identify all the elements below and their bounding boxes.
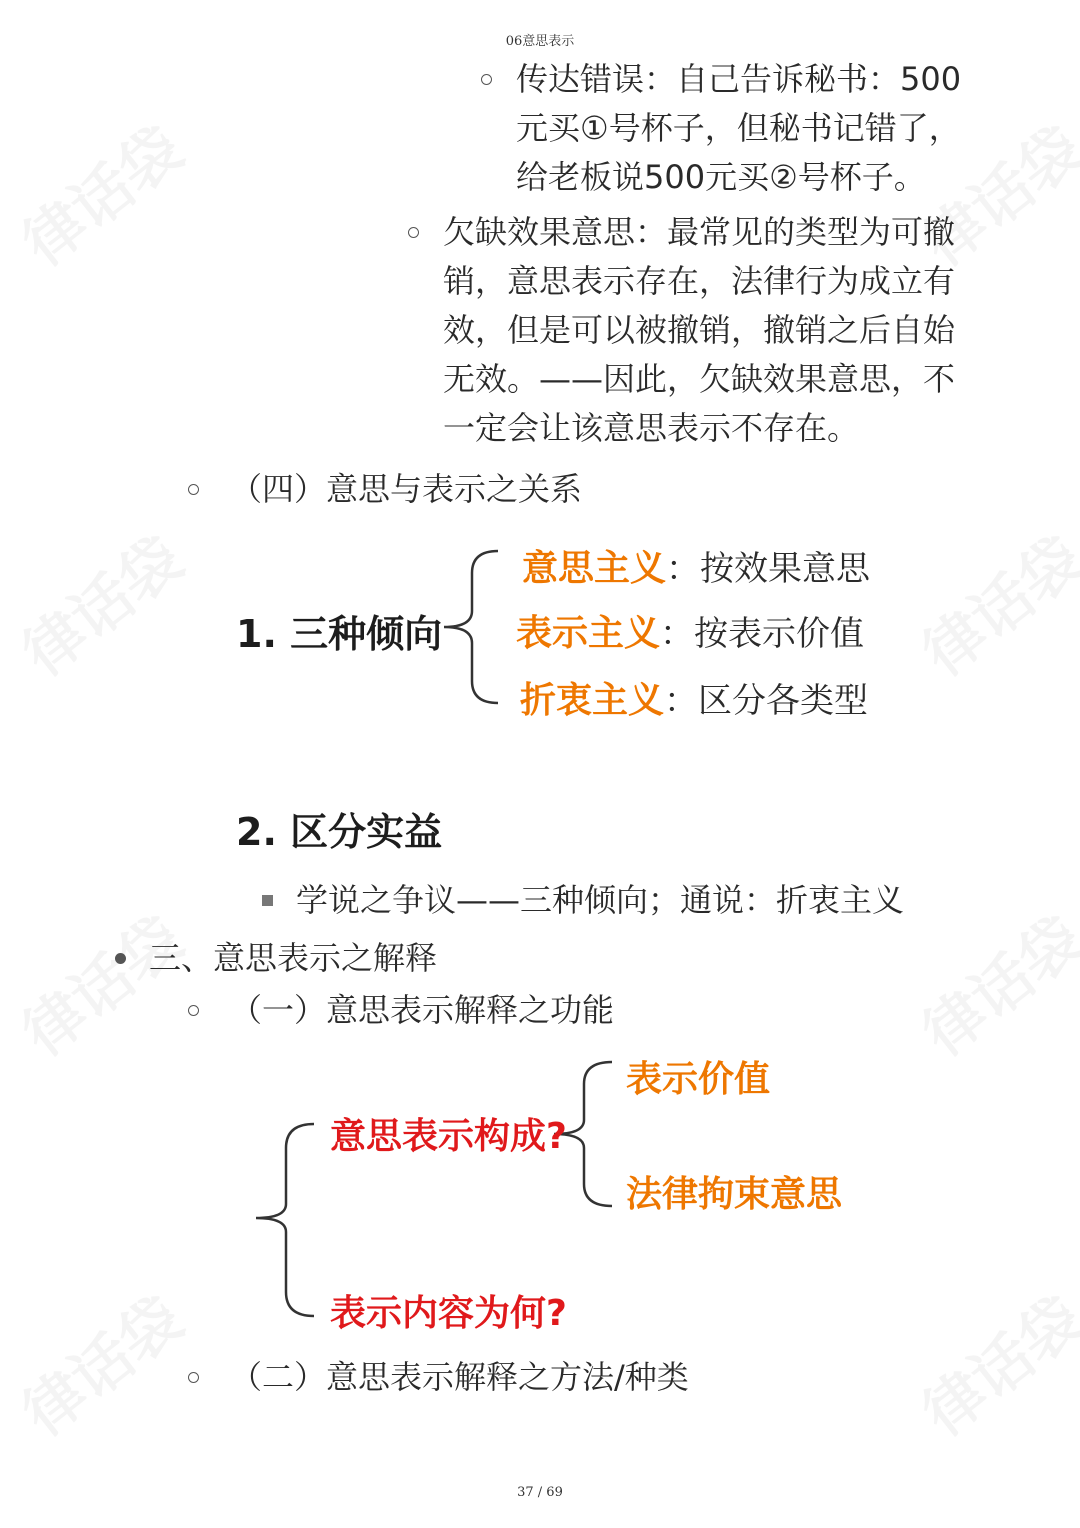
row-desc: 区分各类型 (698, 681, 869, 721)
row-desc: 按效果意思 (700, 549, 871, 589)
row-label: 意思主义 (522, 548, 667, 589)
bullet-hollow-icon (188, 484, 199, 495)
bullet-hollow-icon (188, 1372, 199, 1383)
bullet-hollow-icon (481, 74, 492, 85)
question-content: 表示内容为何? (330, 1293, 567, 1334)
list-item-lack-line-1: 欠缺效果意思：最常见的类型为可撤 (443, 213, 956, 251)
page-number: 37 / 69 (517, 1485, 563, 1500)
row-label: 表示主义 (516, 613, 661, 654)
watermark (3, 104, 198, 283)
question-composition: 意思表示构成? (330, 1116, 567, 1157)
section-heading-3: 三、意思表示之解释 (149, 939, 438, 977)
list-item-lack-line-2: 销，意思表示存在，法律行为成立有 (443, 262, 956, 300)
row-label: 折衷主义 (520, 680, 665, 721)
page-header: 06意思表示 (505, 34, 575, 49)
diagram-row-3 (520, 672, 868, 723)
brace-icon (252, 1110, 322, 1330)
watermark (903, 1274, 1080, 1453)
bullet-solid-icon (115, 953, 126, 964)
watermark (3, 894, 198, 1073)
list-item-lack-line-3: 效，但是可以被撤销，撤销之后自始 (443, 311, 956, 349)
row-colon: ： (660, 614, 695, 654)
list-item-error-line-1: 传达错误：自己告诉秘书：500 (516, 60, 962, 98)
watermark (903, 894, 1080, 1073)
answer-expression-value: 表示价值 (626, 1059, 771, 1100)
subsection-heading-1: （一）意思表示解释之功能 (230, 991, 615, 1029)
row-colon: ： (666, 549, 701, 589)
bullet-hollow-icon (408, 227, 419, 238)
list-item-error-line-3: 给老板说500元买②号杯子。 (516, 158, 926, 196)
brace-icon (436, 545, 506, 710)
watermark (3, 514, 198, 693)
diagram-row-2 (516, 605, 864, 656)
list-item-dispute: 学说之争议——三种倾向；通说：折衷主义 (296, 881, 905, 919)
diagram-title-tendencies: 1. 三种倾向 (236, 612, 443, 656)
list-item-lack-line-4: 无效。——因此，欠缺效果意思，不 (443, 360, 956, 398)
diagram-row-1 (522, 540, 870, 591)
section-heading-4: （四）意思与表示之关系 (230, 470, 583, 508)
bullet-square-icon (262, 895, 273, 906)
list-item-error-line-2: 元买①号杯子，但秘书记错了， (516, 109, 961, 147)
answer-legal-binding-intent: 法律拘束意思 (626, 1174, 843, 1215)
watermark (903, 514, 1080, 693)
bullet-hollow-icon (188, 1005, 199, 1016)
watermark (3, 1274, 198, 1453)
diagram-subtitle-benefit: 2. 区分实益 (236, 810, 443, 854)
list-item-lack-line-5: 一定会让该意思表示不存在。 (443, 409, 860, 447)
subsection-heading-2: （二）意思表示解释之方法/种类 (230, 1358, 689, 1396)
row-colon: ： (664, 681, 699, 721)
row-desc: 按表示价值 (694, 614, 865, 654)
